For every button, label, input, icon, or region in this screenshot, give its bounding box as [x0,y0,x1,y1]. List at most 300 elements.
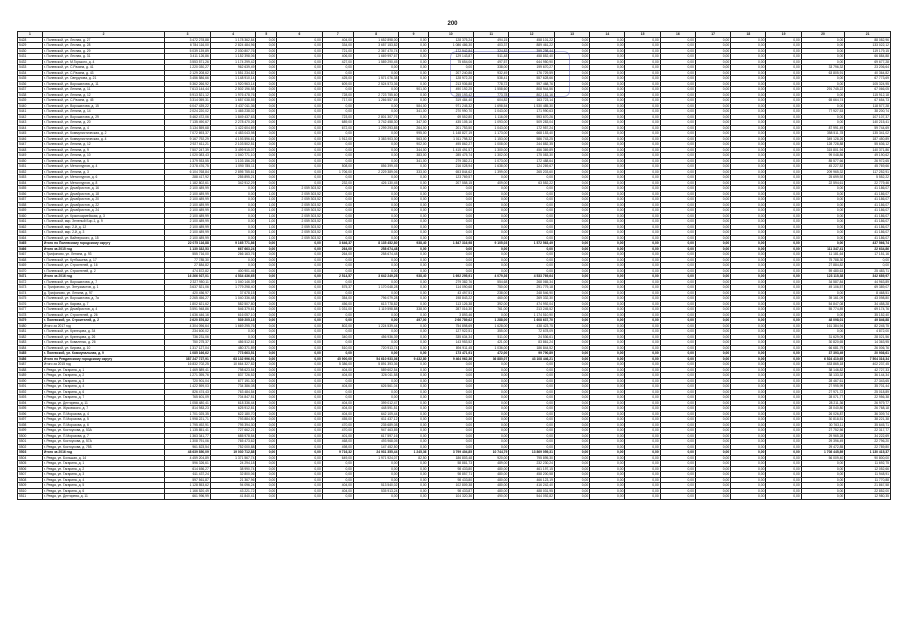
value-cell: 0,00 [625,120,660,126]
value-cell: 0,00 [660,208,695,214]
value-cell: 0,00 [277,494,323,500]
value-cell: 490,00 [474,494,509,500]
value-cell: 0,00 [731,65,766,71]
value-cell: 1,00 [256,213,277,219]
value-cell: 41 186,07 [845,202,891,208]
value-cell: 0,00 [277,323,323,329]
value-cell: 59 480,63 [801,268,845,274]
value-cell: 0,00 [766,241,801,247]
value-cell: 947 463,85 [353,428,399,434]
value-cell: 0,00 [256,136,277,142]
value-cell: 0,00 [322,318,353,324]
value-cell: 0,00 [766,175,801,181]
value-cell: 0,00 [590,142,625,148]
value-cell: 0,00 [625,98,660,104]
value-cell: 0,00 [277,92,323,98]
value-cell: 0,00 [428,373,474,379]
value-cell: 35 152,40 [845,312,891,318]
value-cell: 0,00 [766,142,801,148]
value-cell: 0,00 [801,483,845,489]
value-cell: 0,00 [322,224,353,230]
row-number-cell: 5478 [18,312,43,318]
value-cell: 0,00 [625,301,660,307]
value-cell: 0,00 [695,477,730,483]
address-cell: г. Полевской, ул. Строителей, д. 2 [42,268,164,274]
value-cell: 258 674,48 [353,252,399,258]
value-cell: 0,00 [625,395,660,401]
value-cell: 0,00 [277,153,323,159]
value-cell: 0,00 [322,230,353,236]
value-cell: 36 309,74 [845,411,891,417]
value-cell: 0,00 [660,329,695,335]
value-cell: 0,00 [554,186,589,192]
value-cell: 497,57 [474,59,509,65]
value-cell: 285 475,74 [428,153,474,159]
row-number-cell: 5497 [18,417,43,423]
value-cell: 0,00 [256,147,277,153]
value-cell: 163 723,14 [509,98,555,104]
value-cell: 723,00 [322,114,353,120]
value-cell: 0,00 [590,76,625,82]
row-number-cell: 5429 [18,43,43,49]
value-cell: 586 743,25 [509,136,555,142]
value-cell: 2 059 303,52 [277,186,323,192]
value-cell: 0,00 [625,439,660,445]
value-cell: 2 030 807,76 [210,48,256,54]
value-cell: 2 100 489,99 [165,230,211,236]
value-cell: 0,00 [590,120,625,126]
value-cell: 0,00 [766,208,801,214]
value-cell: 0,00 [210,191,256,197]
value-cell: 0,00 [766,422,801,428]
value-cell: 315 801,94 [801,147,845,153]
value-cell: 0,00 [766,367,801,373]
value-cell: 0,00 [590,362,625,368]
value-cell: 625 912,81 [210,406,256,412]
value-cell: 0,00 [428,186,474,192]
value-cell: 582 507,80 [210,301,256,307]
value-cell: 0,00 [766,312,801,318]
value-cell: 495 862,27 [428,142,474,148]
value-cell: 0,00 [474,312,509,318]
value-cell: 0,00 [474,406,509,412]
value-cell: 0,00 [509,400,555,406]
column-number-1: 1 [18,32,43,38]
value-cell: 0,00 [660,180,695,186]
value-cell: 0,00 [625,109,660,115]
value-cell: 0,00 [474,389,509,395]
value-cell: 133 022,12 [845,43,891,49]
value-cell: 29 965,28 [801,433,845,439]
column-number-13: 13 [554,32,589,38]
value-cell: 0,00 [766,411,801,417]
value-cell: 0,00 [554,466,589,472]
value-cell: 1 802 621,62 [165,301,211,307]
value-cell: 75 788,30 [801,257,845,263]
value-cell: 616 057,10 [210,312,256,318]
value-cell: 404,00 [322,483,353,489]
value-cell: 0,00 [695,87,730,93]
value-cell: 0,00 [256,98,277,104]
value-cell: 0,00 [277,131,323,137]
value-cell: 0,00 [554,268,589,274]
value-cell: 0,00 [590,312,625,318]
value-cell: 0,00 [695,213,730,219]
value-cell: 438 423,75 [509,323,555,329]
value-cell: 404,00 [322,367,353,373]
value-cell: 0,00 [695,340,730,346]
value-cell: 1 093,00 [474,120,509,126]
value-cell: 0,00 [277,180,323,186]
address-cell: г. Полевской, ул. Декабристов, д. 22 [42,202,164,208]
value-cell: 0,00 [766,290,801,296]
value-cell: 27 995,99 [801,384,845,390]
value-cell: 72 678,09 [509,329,555,335]
value-cell: 27 884,82 [165,263,211,269]
row-number-cell: 5451 [18,164,43,170]
address-cell: г. Ревда, ул. Гагарина, д. 2 [42,466,164,472]
value-cell: 0,00 [554,395,589,401]
value-cell: 0,00 [256,483,277,489]
value-cell: 1 847 316,98 [428,241,474,247]
value-cell: 995,00 [399,131,428,137]
value-cell: 0,00 [731,76,766,82]
value-cell: 0,00 [554,54,589,60]
value-cell: 0,00 [399,428,428,434]
value-cell: 43 108 446,21 [509,356,555,362]
value-cell: 0,00 [399,208,428,214]
value-cell: 55 774,89 [801,307,845,313]
value-cell: 765 473,62 [210,439,256,445]
value-cell: 0,00 [277,175,323,181]
value-cell: 2 024 220,02 [165,109,211,115]
value-cell: 0,00 [731,43,766,49]
row-number-cell: 5484 [18,345,43,351]
value-cell: 0,00 [731,59,766,65]
value-cell: 7 504 316,34 [845,356,891,362]
value-cell: 11 770,88 [845,477,891,483]
value-cell: 383,00 [399,153,428,159]
value-cell: 0,00 [695,301,730,307]
value-cell: 0,00 [256,296,277,302]
value-cell: 0,00 [399,329,428,335]
value-cell: 0,00 [660,378,695,384]
address-cell: Итого по Ревдинскому городскому округу [42,356,164,362]
address-cell: г. Полевской, ул. Ленина, д. 20 [42,120,164,126]
value-cell: 0,00 [399,417,428,423]
value-cell: 0,00 [277,87,323,93]
value-cell: 0,00 [554,450,589,456]
value-cell: 734 386,08 [210,384,256,390]
value-cell: 338,00 [474,65,509,71]
value-cell: 0,00 [731,466,766,472]
value-cell: 0,00 [766,37,801,43]
value-cell: 0,00 [509,263,555,269]
value-cell: 0,00 [695,428,730,434]
value-cell: 494,15 [474,37,509,43]
value-cell: 1,00 [256,224,277,230]
value-cell: 0,00 [353,219,399,225]
value-cell: 609,00 [322,81,353,87]
value-cell: 0,00 [625,477,660,483]
column-number-5: 5 [256,32,277,38]
value-cell: 38 221,38 [845,417,891,423]
value-cell: 48 639 850,09 [165,450,211,456]
value-cell: 0,00 [277,433,323,439]
value-cell: 0,00 [731,301,766,307]
value-cell: 0,00 [695,65,730,71]
value-cell: 287 016,30 [428,307,474,313]
value-cell: 128 375,24 [428,37,474,43]
value-cell: 83 861,24 [509,340,555,346]
address-cell: г. Полевской, ул. Ленина, д. 14 [42,109,164,115]
row-number-cell: 5438 [18,92,43,98]
address-cell: г. Ревда, ул. Гагарина, д. 3 [42,472,164,478]
value-cell: 613 778,82 [353,301,399,307]
value-cell: 0,00 [695,131,730,137]
column-number-15: 15 [625,32,660,38]
value-cell: 0,00 [766,472,801,478]
value-cell: 0,00 [660,323,695,329]
value-cell: 0,00 [277,296,323,302]
row-number-cell: 5458 [18,202,43,208]
value-cell: 0,00 [474,373,509,379]
value-cell: 0,00 [695,37,730,43]
value-cell: 611 437,12 [353,417,399,423]
value-cell: 0,00 [766,345,801,351]
value-cell: 793 884,50 [210,417,256,423]
value-cell: 0,00 [554,235,589,241]
value-cell: 0,00 [590,444,625,450]
address-cell: г. Ревда, ул. Гагарина, д. 6 [42,389,164,395]
value-cell: 0,00 [277,37,323,43]
value-cell: 0,00 [322,70,353,76]
value-cell: 0,00 [509,384,555,390]
value-cell: 49 190,62 [845,153,891,159]
value-cell: 0,00 [625,323,660,329]
value-cell: 0,00 [322,395,353,401]
value-cell: 0,00 [554,285,589,291]
value-cell: 135 341,02 [845,131,891,137]
row-number-cell: 5494 [18,400,43,406]
value-cell: 0,00 [590,54,625,60]
value-cell: 2 66 789,62 [428,318,474,324]
value-cell: 98 433,80 [428,466,474,472]
value-cell: 0,00 [695,307,730,313]
value-cell: 0,00 [399,59,428,65]
value-cell: 8 135 452,80 [353,241,399,247]
value-cell: 0,00 [256,450,277,456]
value-cell: 0,00 [625,307,660,313]
value-cell: 31 629,09 [801,334,845,340]
address-cell: г. Полевской, мкр. 2-й, д. 3 [42,230,164,236]
value-cell: 0,00 [277,472,323,478]
row-number-cell: 5505 [18,461,43,467]
value-cell: 0,00 [256,92,277,98]
column-number-4: 4 [210,32,256,38]
value-cell: 24 536,61 [509,334,555,340]
value-cell: 264,00 [322,252,353,258]
value-cell: 0,00 [625,483,660,489]
address-cell: г. Ревда, ул. Дегтярева, д. 11 [42,494,164,500]
value-cell: 0,00 [428,252,474,258]
value-cell: 0,00 [554,169,589,175]
value-cell: 0,00 [353,65,399,71]
value-cell: 0,00 [399,257,428,263]
value-cell: 0,00 [428,417,474,423]
value-cell: 0,00 [474,422,509,428]
value-cell: 0,00 [766,186,801,192]
address-cell: г. Ревда, ул. Гагарина, д. 1 [42,367,164,373]
value-cell: 0,00 [353,70,399,76]
value-cell: 24 931 355,44 [353,450,399,456]
value-cell: 0,00 [731,373,766,379]
value-cell: 175 083,30 [509,153,555,159]
value-cell: 920,00 [474,455,509,461]
value-cell: 128 972,20 [428,76,474,82]
value-cell: 0,00 [277,241,323,247]
value-cell: 0,00 [731,296,766,302]
value-cell: 0,00 [256,362,277,368]
value-cell: 0,00 [399,268,428,274]
value-cell: 0,00 [399,263,428,269]
value-cell: 0,00 [766,147,801,153]
value-cell: 0,00 [256,488,277,494]
value-cell: 0,00 [625,131,660,137]
row-number-cell: 5491 [18,384,43,390]
value-cell: 0,00 [660,65,695,71]
row-number-cell: 5441 [18,109,43,115]
value-cell: 291 779,18 [509,285,555,291]
value-cell: 0,00 [554,114,589,120]
value-cell: 0,00 [428,246,474,252]
column-number-7: 7 [322,32,353,38]
value-cell: 0,00 [399,230,428,236]
value-cell: 0,00 [322,191,353,197]
value-cell: 0,00 [256,109,277,115]
value-cell: 0,00 [660,307,695,313]
value-cell: 0,00 [256,422,277,428]
value-cell: 1 166 520,49 [165,488,211,494]
value-cell: 0,00 [625,400,660,406]
value-cell: 115 912,18 [845,92,891,98]
value-cell: 35 645,71 [845,422,891,428]
value-cell: 0,00 [353,268,399,274]
value-cell: 0,00 [625,274,660,280]
value-cell: 938,40 [399,241,428,247]
value-cell: 0,00 [554,70,589,76]
value-cell: 28 021,56 [845,334,891,340]
value-cell: 0,00 [766,318,801,324]
value-cell: 0,00 [766,329,801,335]
value-cell: 404,00 [322,411,353,417]
value-cell: 0,00 [322,158,353,164]
value-cell: 319 484,40 [428,98,474,104]
value-cell: 0,00 [590,439,625,445]
value-cell: 1 638,00 [474,164,509,170]
value-cell: 0,00 [277,164,323,170]
address-cell: г. Полевской, ул. Ленина, д. 5 [42,158,164,164]
value-cell: 37 393,49 [801,351,845,357]
value-cell: 0,00 [210,219,256,225]
value-cell: 433 865,18 [801,362,845,368]
value-cell: 0,00 [428,362,474,368]
value-cell: 11 692,75 [845,461,891,467]
value-cell: 0,00 [766,373,801,379]
value-cell: 0,00 [554,477,589,483]
value-cell: 0,00 [766,334,801,340]
value-cell: 0,00 [695,323,730,329]
value-cell: 0,00 [322,290,353,296]
value-cell: 0,00 [801,461,845,467]
value-cell: 765 601,09 [165,395,211,401]
value-cell: 2 059 303,52 [277,230,323,236]
value-cell: 513 540,02 [353,483,399,489]
value-cell: 0,00 [625,378,660,384]
value-cell: 557 628,66 [509,76,555,82]
value-cell: 0,00 [766,114,801,120]
value-cell: 0,00 [660,191,695,197]
value-cell: 0,00 [399,98,428,104]
value-cell: 0,00 [625,103,660,109]
value-cell: 2 620 876,82 [165,318,211,324]
value-cell: 0,00 [399,312,428,318]
value-cell: 0,00 [590,378,625,384]
value-cell: 0,00 [766,81,801,87]
value-cell: 0,00 [277,406,323,412]
value-cell: 961 823,54 [165,444,211,450]
value-cell: 0,00 [695,180,730,186]
page-number: 200 [447,21,458,27]
value-cell: 584,00 [399,103,428,109]
value-cell: 0,00 [660,147,695,153]
value-cell: 0,00 [509,197,555,203]
value-cell: 0,00 [660,257,695,263]
address-cell: г. Полевской, ул. Металлургов, д. 8 [42,180,164,186]
row-number-cell: 5442 [18,114,43,120]
value-cell: 0,00 [625,230,660,236]
value-cell: 30 820,65 [801,340,845,346]
column-number-9: 9 [399,32,428,38]
value-cell: 2 100 489,99 [165,224,211,230]
value-cell: 0,00 [399,65,428,71]
value-cell: 41 840,41 [210,494,256,500]
value-cell: 0,00 [660,48,695,54]
value-cell: 409,00 [474,180,509,186]
value-cell: 0,00 [277,114,323,120]
value-cell: 0,00 [695,76,730,82]
value-cell: 43 221,72 [210,488,256,494]
value-cell: 0,00 [590,147,625,153]
value-cell: 0,00 [399,384,428,390]
value-cell: 0,00 [695,235,730,241]
row-number-cell: 5482 [18,334,43,340]
value-cell: 0,00 [695,362,730,368]
value-cell: 0,00 [322,208,353,214]
value-cell: 0,00 [766,48,801,54]
value-cell: 0,00 [256,142,277,148]
value-cell: 0,00 [256,455,277,461]
value-cell: 213 245,52 [509,307,555,313]
value-cell: 1 308 791,06 [165,439,211,445]
row-number-cell: 5459 [18,208,43,214]
value-cell: 0,00 [625,191,660,197]
value-cell: 0,00 [801,477,845,483]
value-cell: 232,00 [322,180,353,186]
value-cell: 1,00 [256,202,277,208]
value-cell: 0,00 [509,202,555,208]
value-cell: 0,00 [554,224,589,230]
